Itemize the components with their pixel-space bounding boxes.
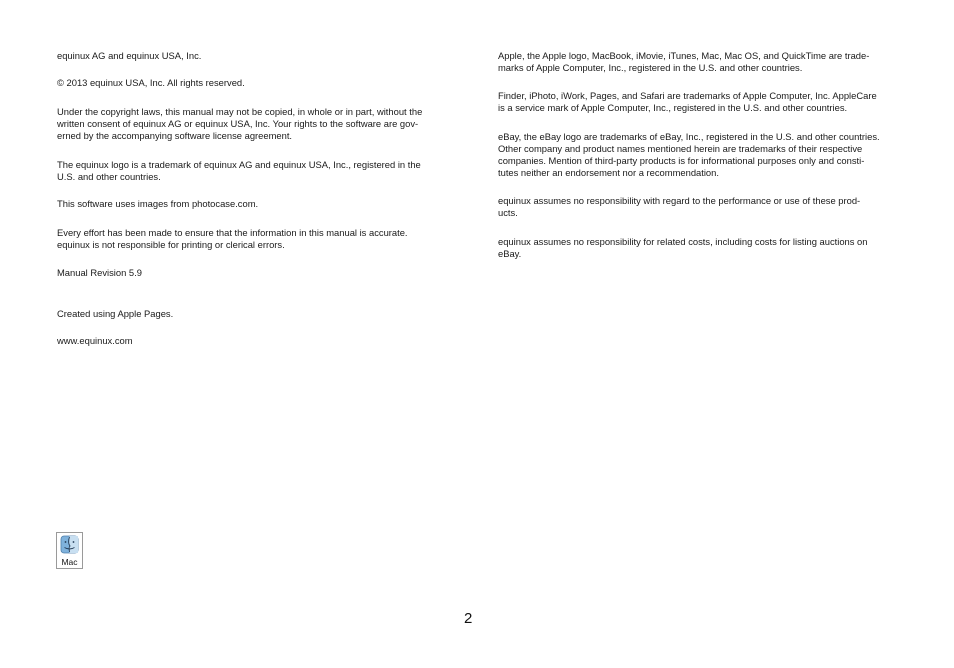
created-with: Created using Apple Pages.: [57, 308, 174, 319]
logo-trademark-paragraph: The equinux logo is a trademark of equinux AG and equinux USA, Inc., registered in the U.S. and other countries.: [57, 159, 421, 182]
costs-disclaimer-paragraph: equinux assumes no responsibility for related costs, including costs for listing auctions on eBay.: [498, 236, 868, 259]
page-number: 2: [464, 610, 473, 627]
finder-trademarks-paragraph: Finder, iPhoto, iWork, Pages, and Safari are trademarks of Apple Computer, Inc. AppleCare is a service mark of Apple Computer, Inc., registered in the U.S. and other countries.: [498, 90, 877, 113]
apple-trademarks-paragraph: Apple, the Apple logo, MacBook, iMovie, iTunes, Mac, Mac OS, and QuickTime are trade- marks of Apple Computer, Inc., registered in the U.S. and other countries.: [498, 50, 870, 73]
mac-badge-label: Mac: [61, 557, 78, 567]
copyright-law-paragraph: Under the copyright laws, this manual may not be copied, in whole or in part, without the written consent of equinux AG or equinux USA, Inc. Your rights to the software are gov- erned by the accompanying software license agreement.: [57, 106, 423, 141]
mac-finder-icon: [60, 535, 79, 555]
manual-revision: Manual Revision 5.9: [57, 267, 142, 278]
copyright-notice: © 2013 equinux USA, Inc. All rights reserved.: [57, 77, 245, 88]
website-link[interactable]: www.equinux.com: [57, 335, 133, 346]
performance-disclaimer-paragraph: equinux assumes no responsibility with regard to the performance or use of these prod- ucts.: [498, 195, 861, 218]
images-credit: This software uses images from photocase.com.: [57, 198, 259, 209]
accuracy-paragraph: Every effort has been made to ensure that the information in this manual is accurate. equinux is not responsible for printing or clerical errors.: [57, 227, 408, 250]
company-name: equinux AG and equinux USA, Inc.: [57, 50, 202, 61]
mac-badge: [56, 532, 83, 569]
ebay-trademarks-paragraph: eBay, the eBay logo are trademarks of eBay, Inc., registered in the U.S. and other countries. Other company and product names mentioned herein are trademarks of their respective companies. Mention of third-party products is for informational purposes only and consti- tutes neither an endorsement nor a recommendation.: [498, 131, 880, 178]
